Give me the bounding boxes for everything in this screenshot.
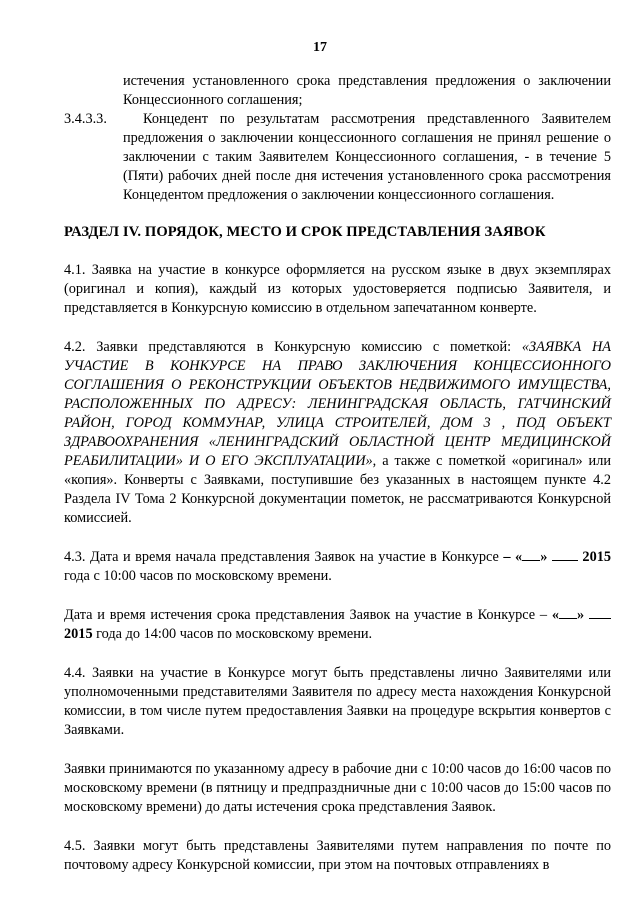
deadline-tail: года до 14:00 часов по московскому времени. xyxy=(92,626,373,642)
page-number: 17 xyxy=(313,40,327,55)
paragraph-4-3-deadline xyxy=(64,606,611,644)
paragraph-4-2-tail: , а также с пометкой «оригинал» или «копия». Конверты с Заявками, поступившие без указанных в настоящем пункте 4.2 Раздела IV Тома 2 Конкурсной документации пометок, не рассматриваются Конкурсной комиссией. xyxy=(64,453,611,526)
item-number: 3.4.3.3. xyxy=(64,111,107,127)
item-text: Концедент по результатам рассмотрения представленного Заявителем предложения о заключении концессионного соглашения не принял решение о заключении с таким Заявителем Концессионного соглашения, - в течение 5 (Пяти) рабочих дней после дня истечения установленного срока рассмотрения Концедентом предложения о заключении концессионного соглашения. xyxy=(123,111,611,203)
paragraph-4-2 xyxy=(64,338,611,528)
paragraph-4-4: 4.4. Заявки на участие в Конкурсе могут быть представлены лично Заявителями или уполномоченными представителями Заявителя по адресу места нахождения Конкурсной комиссии, в том числе путем предоставления Заявки на процедуре вскрытия конвертов с Заявками. xyxy=(64,665,611,738)
deadline-close-quote: » xyxy=(577,607,589,623)
continuation-paragraph: истечения установленного срока представления предложения о заключении Концессионного соглашения; xyxy=(123,73,611,108)
year-value: 2015 xyxy=(582,549,612,565)
document-body xyxy=(64,72,611,895)
paragraph-4-2-lead: 4.2. Заявки представляются в Конкурсную комиссию с пометкой: xyxy=(64,339,522,355)
deadline-day-blank xyxy=(559,606,577,619)
paragraph-4-3 xyxy=(64,548,611,586)
deadline-lead: Дата и время истечения срока представления Заявок на участие в Конкурсе – xyxy=(64,607,552,623)
deadline-year-value: 2015 xyxy=(64,626,93,642)
paragraph-4-4-hours: Заявки принимаются по указанному адресу в рабочие дни с 10:00 часов до 16:00 часов по московскому времени (в пятницу и предпраздничные дни с 10:00 часов до 15:00 часов по московскому времени) до даты истечения срока представления Заявок. xyxy=(64,761,611,815)
day-blank xyxy=(522,548,540,561)
paragraph-4-3-tail: года с 10:00 часов по московскому времени. xyxy=(64,568,332,584)
date-open-quote: – « xyxy=(503,549,523,565)
application-marking: «ЗАЯВКА НА УЧАСТИЕ В КОНКУРСЕ НА ПРАВО ЗАКЛЮЧЕНИЯ КОНЦЕССИОННОГО СОГЛАШЕНИЯ О РЕКОНСТРУКЦИИ ОБЪЕКТОВ НЕДВИЖИМОГО ИМУЩЕСТВА, РАСПОЛОЖЕННЫХ ПО АДРЕСУ: ЛЕНИНГРАДСКАЯ ОБЛАСТЬ, ГАТЧИНСКИЙ РАЙОН, ГОРОД КОММУНАР, УЛИЦА СТРОИТЕЛЕЙ, ДОМ 3 , ПОД ОБЪЕКТ ЗДРАВООХРАНЕНИЯ «ЛЕНИНГРАДСКИЙ ОБЛАСТНОЙ ЦЕНТР МЕДИЦИНСКОЙ РЕАБИЛИТАЦИИ» И О ЕГО ЭКСПЛУАТАЦИИ» xyxy=(64,339,611,469)
month-blank xyxy=(552,548,578,561)
paragraph-4-5: 4.5. Заявки могут быть представлены Заявителями путем направления по почте по почтовому адресу Конкурсной комиссии, при этом на почтовых отправлениях в xyxy=(64,838,611,873)
date-close-quote: » xyxy=(540,549,552,565)
deadline-month-blank xyxy=(589,606,611,619)
section-heading: РАЗДЕЛ IV. ПОРЯДОК, МЕСТО И СРОК ПРЕДСТАВЛЕНИЯ ЗАЯВОК xyxy=(64,224,546,240)
deadline-open-quote: « xyxy=(551,607,560,623)
item-3-4-3-3 xyxy=(64,110,611,205)
paragraph-4-1: 4.1. Заявка на участие в конкурсе оформляется на русском языке в двух экземплярах (оригинал и копия), каждый из которых удостоверяется подписью Заявителя, и представляется в Конкурсную комиссию в отдельном запечатанном конверте. xyxy=(64,262,611,316)
paragraph-4-3-lead: 4.3. Дата и время начала представления Заявок на участие в Конкурсе xyxy=(64,549,504,565)
